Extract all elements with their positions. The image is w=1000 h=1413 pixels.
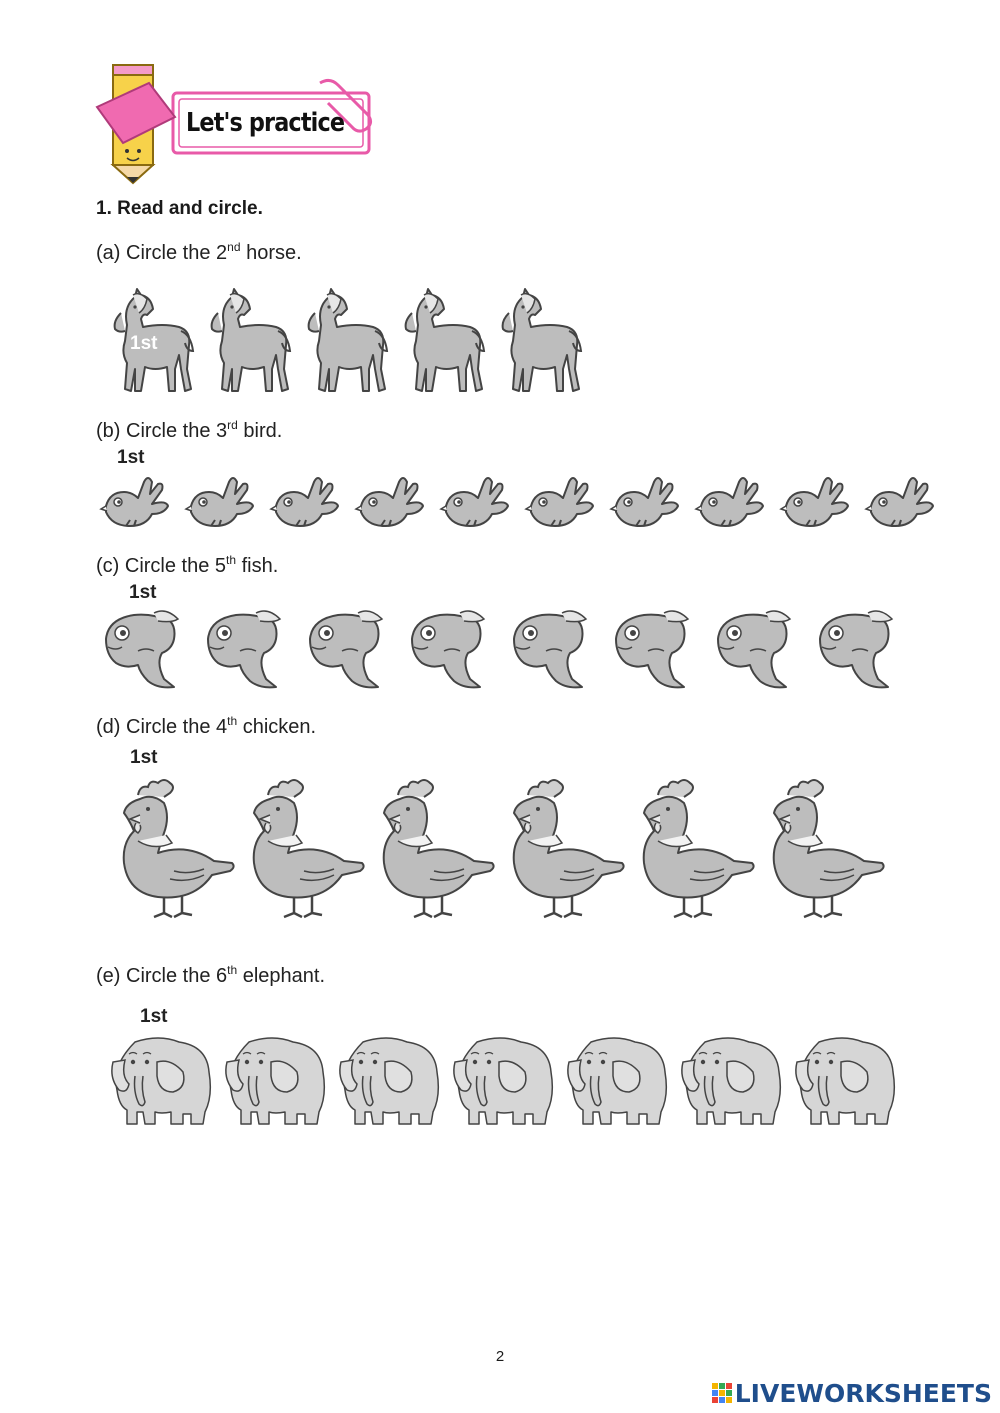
page-number: 2 [495, 1348, 505, 1365]
fish-8-icon[interactable] [814, 603, 904, 693]
horse-5-icon[interactable] [493, 285, 583, 397]
elephant-6-icon[interactable] [675, 1032, 783, 1128]
question-suffix: fish. [236, 555, 279, 577]
first-label-chicken: 1st [130, 747, 158, 768]
ordinal-suffix: rd [227, 418, 238, 432]
chicken-3-icon[interactable] [378, 775, 496, 935]
brand-footer [711, 1380, 992, 1406]
first-label-elephant: 1st [140, 1006, 168, 1027]
banner-title: Let's practice [186, 108, 345, 138]
liveworksheets-logo-icon [711, 1382, 733, 1404]
chicken-2-icon[interactable] [248, 775, 366, 935]
lets-practice-banner [95, 55, 385, 185]
question-prefix: (c) Circle the 5 [96, 555, 227, 577]
first-label-bird: 1st [117, 447, 145, 468]
elephant-7-icon[interactable] [789, 1032, 897, 1128]
question-bird [96, 418, 282, 443]
fish-6-icon[interactable] [610, 603, 700, 693]
first-label-horse: 1st [130, 333, 158, 354]
question-suffix: bird. [237, 420, 283, 442]
horse-4-icon[interactable] [396, 285, 486, 397]
fish-1-icon[interactable] [100, 603, 190, 693]
question-prefix: (e) Circle the 6 [96, 965, 228, 987]
question-prefix: (b) Circle the 3 [96, 420, 228, 442]
fish-4-icon[interactable] [406, 603, 496, 693]
bird-5-icon[interactable] [440, 470, 514, 532]
bird-3-icon[interactable] [270, 470, 344, 532]
ordinal-suffix: th [227, 963, 238, 977]
fish-5-icon[interactable] [508, 603, 598, 693]
horse-2-icon[interactable] [202, 285, 292, 397]
question-prefix: (d) Circle the 4 [96, 716, 228, 738]
elephant-4-icon[interactable] [447, 1032, 555, 1128]
question-prefix: (a) Circle the 2 [96, 242, 228, 264]
question-chicken [96, 714, 316, 739]
horse-3-icon[interactable] [299, 285, 389, 397]
bird-9-icon[interactable] [780, 470, 854, 532]
chicken-5-icon[interactable] [638, 775, 756, 935]
section-title: 1. Read and circle. [96, 198, 263, 219]
chicken-1-icon[interactable] [118, 775, 236, 935]
question-horse [96, 240, 302, 265]
bird-7-icon[interactable] [610, 470, 684, 532]
brand-name: LIVEWORKSHEETS [734, 1378, 992, 1408]
chicken-6-icon[interactable] [768, 775, 886, 935]
bird-1-icon[interactable] [100, 470, 174, 532]
elephant-1-icon[interactable] [105, 1032, 213, 1128]
ordinal-suffix: nd [227, 240, 241, 254]
bird-8-icon[interactable] [695, 470, 769, 532]
fish-2-icon[interactable] [202, 603, 292, 693]
question-suffix: elephant. [237, 965, 326, 987]
bird-6-icon[interactable] [525, 470, 599, 532]
fish-3-icon[interactable] [304, 603, 394, 693]
bird-4-icon[interactable] [355, 470, 429, 532]
bird-10-icon[interactable] [865, 470, 939, 532]
elephant-5-icon[interactable] [561, 1032, 669, 1128]
first-label-fish: 1st [129, 582, 157, 603]
bird-2-icon[interactable] [185, 470, 259, 532]
elephant-3-icon[interactable] [333, 1032, 441, 1128]
ordinal-suffix: th [226, 553, 237, 567]
question-suffix: horse. [240, 242, 302, 264]
chicken-4-icon[interactable] [508, 775, 626, 935]
question-elephant [96, 963, 325, 988]
elephant-2-icon[interactable] [219, 1032, 327, 1128]
fish-7-icon[interactable] [712, 603, 802, 693]
question-suffix: chicken. [237, 716, 317, 738]
question-fish [96, 553, 278, 578]
ordinal-suffix: th [227, 714, 238, 728]
